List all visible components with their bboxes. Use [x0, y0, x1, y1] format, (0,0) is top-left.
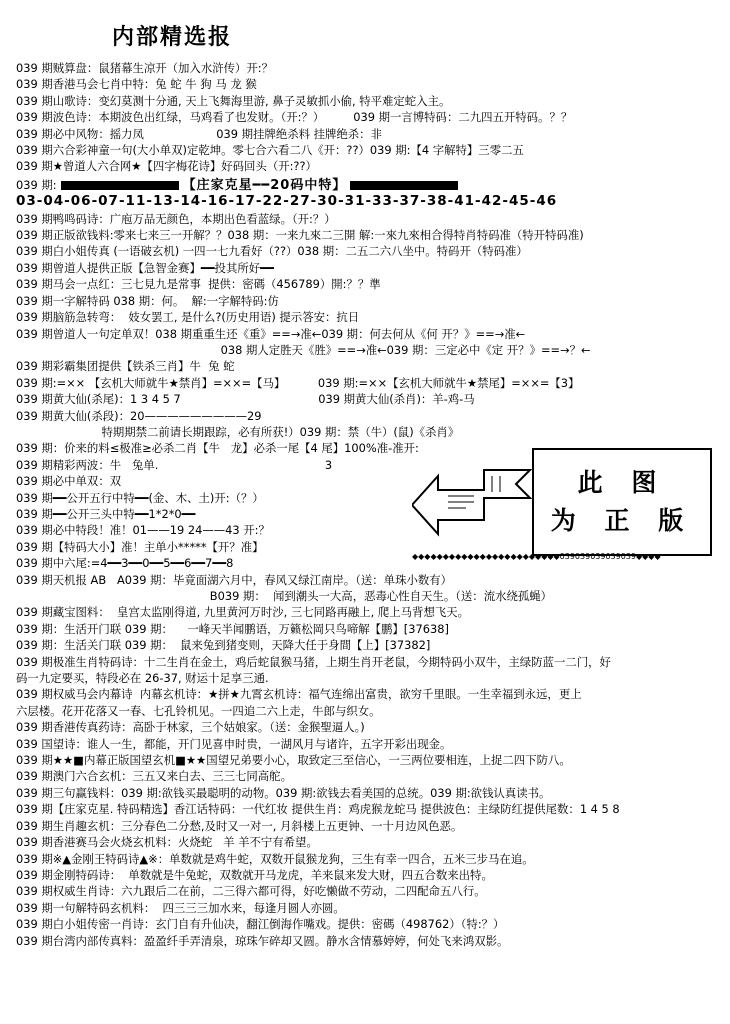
stamp-line-2: 为 正 版: [550, 506, 694, 535]
line-14: 039 期曾道人一句定单双！038 期重重生还《重》==→准←039 期：何去何从《何 开？》==→准←: [16, 326, 526, 341]
line-6: 039 期★曾道人六合网★【四字梅花诗】好码回头（开:??）: [16, 159, 317, 174]
line-21: 039 期：价来的料≤极准≥必杀二肖【牛 龙】必杀一尾【4 尾】100%准-准开:: [16, 441, 419, 456]
line-7: 039 期鸭鸣码诗：广庖万品无颜色，本期出色看蓝绿。（开:？）: [16, 211, 336, 226]
line-32: 039 期：生活开门联 039 期： 一峰天半闻鹏语，万籁松岡只鸟啼解【鹏】[37638]: [16, 621, 449, 636]
ribbon-icon: [412, 466, 536, 544]
line-37: 六层楼。花开花落又一春、七孔铃机见。一四追二六上走，牛郎与织女。: [16, 703, 381, 718]
line-4: 039 期必中风物：摇力凤 039 期挂牌绝杀料 挂牌绝杀：非: [16, 126, 382, 141]
line-19: 039 期黄大仙(杀段)：20—————————29: [16, 408, 262, 423]
line-28: 039 期中六尾:=4━━3━━0━━5━━6━━7━━8: [16, 556, 234, 571]
line-33: 039 期：生活关门联 039 期： 鼠来兔到猪变则，天降大任于身間【上】[37382]: [16, 638, 431, 653]
line-47: 039 期金刚特码诗： 单数就是牛兔蛇，双数就开马龙虎，羊来鼠来发大财，四五合数来出特。: [16, 867, 493, 882]
line-35: 码一九定要买，特段必在 26-37, 财运十足享三通.: [16, 671, 269, 686]
highlight-prefix: 039 期:: [16, 177, 57, 192]
line-26: 039 期必中特段！准！01——19 24——43 开:？: [16, 523, 270, 538]
line-12: 039 期一字解特码 038 期：何。 解:一字解特码:仿: [16, 293, 279, 308]
line-2: 039 期山歌诗：变幻莫测十分通, 天上飞舞海里游, 鼻子灵敏抓小偷, 特平难定蛇入主。: [16, 93, 451, 108]
line-38: 039 期香港传真药诗：高卧于林家，三个姑娘家。（送：金猴聖逼人。): [16, 720, 365, 735]
line-24: 039 期━━公开五行中特━━(金、木、土)开:（？）: [16, 490, 264, 505]
banner-label: 【庄家克星━━20码中特】: [182, 177, 347, 193]
line-8: 039 期正版欲钱料:零来七来三一开解？？038 期：一来九來二三開 解:一來九來相合得特肖特码准（特开特码准): [16, 228, 584, 243]
line-16: 039 期彩霸集团提供【铁杀三肖】牛 兔 蛇: [16, 359, 235, 374]
line-5: 039 期六合彩神童一句(大小单双)定乾坤。零七合六看二八《开：??）039 期:【4 字解特】三零二五: [16, 143, 524, 158]
line-11: 039 期马会一点红：三七見九是常事 提供：密碼（456789）開:？？準: [16, 277, 381, 292]
line-43: 039 期【庄家克星. 特码精选】香江话特码：一代红妆 提供生肖：鸡虎猴龙蛇马 提供波色：主绿防红提供尾数：1 4 5 8: [16, 802, 620, 817]
line-0: 039 期贼算盘：鼠猪幕生凉开（加入水浒传）开:？: [16, 61, 274, 75]
line-34: 039 期极准生肖特码诗：十二生肖在金土，鸡后蛇鼠猴马猪，上期生肖开老鼠，今期特码小双牛，主绿防蓝一二门，好: [16, 654, 611, 669]
page-title: 内部精选报: [112, 24, 233, 50]
line-48: 039 期权威生肖诗：六九跟后二在前，二三得六都可得，好吃懒做不劳动，二四配命五八行。: [16, 884, 486, 899]
line-25: 039 期━━公开三头中特━━1*2*0━━: [16, 506, 196, 521]
line-46: 039 期※▲金刚王特码诗▲※：单数就是鸡牛蛇，双数开鼠猴龙狗，三生有幸一四合，五米三步马在追。: [16, 851, 534, 866]
line-44: 039 期生肖趣玄机：三分春色二分愁,及时又一对一, 月斜楼上五更钟、一十月边风色恶。: [16, 818, 463, 833]
highlight-banner: [16, 178, 714, 193]
line-23: 039 期必中单双：双: [16, 474, 122, 489]
line-50: 039 期白小姐传密一肖诗：玄门自有升仙决，翻江倒海作嘴戏。提供：密碼（498762）（特:？）: [16, 917, 505, 932]
line-49: 039 期一句解特码玄机料： 四三三三加水来，每逢月圆人亦圆。: [16, 900, 345, 915]
line-22: 039 期精彩两波：牛 兔单. 3: [16, 457, 333, 472]
line-20: 特期期禁二前请长期跟踪，必有所获!）039 期：禁（牛）(鼠)《杀肖》: [58, 424, 460, 439]
line-42: 039 期三句赢钱料：039 期:欲钱买最聪明的动物。039 期:欲钱去看美国的总统。039 期:欲钱认真读书。: [16, 785, 551, 800]
line-41: 039 期澳门六合玄机：三五又来白去、三三七同高舵。: [16, 769, 292, 784]
line-39: 039 国望诗：谁人一生，都能，开门见喜申时贵，一湖风月与诸许，五字开彩出现金。: [16, 736, 452, 751]
line-1: 039 期香港马会七肖中特：兔 蛇 牛 狗 马 龙 猴: [16, 77, 257, 92]
highlight-numbers: 03-04-06-07-11-13-14-16-17-22-27-30-31-33-37-38-41-42-45-46: [16, 193, 558, 210]
line-45: 039 期香港赛马会火烧玄机料：火烧蛇 羊 羊不宁有希望。: [16, 835, 318, 850]
line-51: 039 期台湾内部传真料：盈盈纤手弄清泉，琼珠乍碎却又圆。静水含情慕婷婷，何处飞来鸿双影。: [16, 933, 509, 948]
stamp-caption: ◆◆◆◆◆◆◆◆◆◆◆◆◆◆◆◆◆◆◆◆◆◆◆◆039039039039039◆◆◆◆: [412, 552, 661, 561]
banner-bar-left: [61, 181, 179, 190]
authenticity-stamp-graphic: [412, 448, 712, 576]
line-29: 039 期天机报 AB A039 期：毕竟面湖六月中，春风又绿江南岸。（送：单珠小数有）: [16, 572, 453, 587]
line-40: 039 期★★■内幕正版国望玄机■★★国望兄弟要小心，取致定三至信心，一三两位要相连，上捉二四下防八。: [16, 753, 571, 768]
line-17: 039 期:=×× 【玄机大师就牛★禁肖】=××=【马】 039 期:=××【玄机大师就牛★禁尾】=××=【3】: [16, 375, 580, 390]
line-30: B039 期： 闻到潮头一大高，恶毒心性自天生。（送：流水绕孤蝇）: [112, 589, 553, 603]
banner-bar-right: [350, 181, 458, 190]
line-10: 039 期曾道人提供正版【急智金赛】━━投其所好━━: [16, 260, 274, 275]
stamp-box: [532, 448, 712, 556]
line-13: 039 期脑筋急转弯： 妓女罢工, 是什么?(历史用语) 提示答安：抗日: [16, 310, 360, 325]
line-31: 039 期藏宝图料： 皇宫太监刚得道, 九里黄河万时沙, 三七同路再融上, 爬上马背想飞天。: [16, 605, 470, 620]
line-3: 039 期波色诗：本期波色出红绿，马鸡看了也发财。（开:？） 039 期一言博特码：二九四五开特码。？？: [16, 110, 573, 125]
line-9: 039 期白小姐传真 (一语破玄机) 一四一七九看好（??）038 期：二五二六八坐中。特码开（特码准）: [16, 244, 528, 259]
line-18: 039 期黄大仙(杀尾)：1 3 4 5 7 039 期黄大仙(杀肖)：羊-鸡-马: [16, 392, 475, 407]
line-15: 038 期人定胜天《胜》==→准←039 期：三定必中《定 开？》==→？←: [112, 342, 591, 357]
line-27: 039 期【特码大小】准！主单小*****【开？准】: [16, 539, 264, 554]
stamp-line-1: 此 图: [577, 468, 667, 497]
line-36: 039 期权威马会内幕诗 内幕玄机诗：★拼★九霄玄机诗：福气连绵出富贵，欲穷千里眼。一生幸福到永远，更上: [16, 687, 582, 702]
